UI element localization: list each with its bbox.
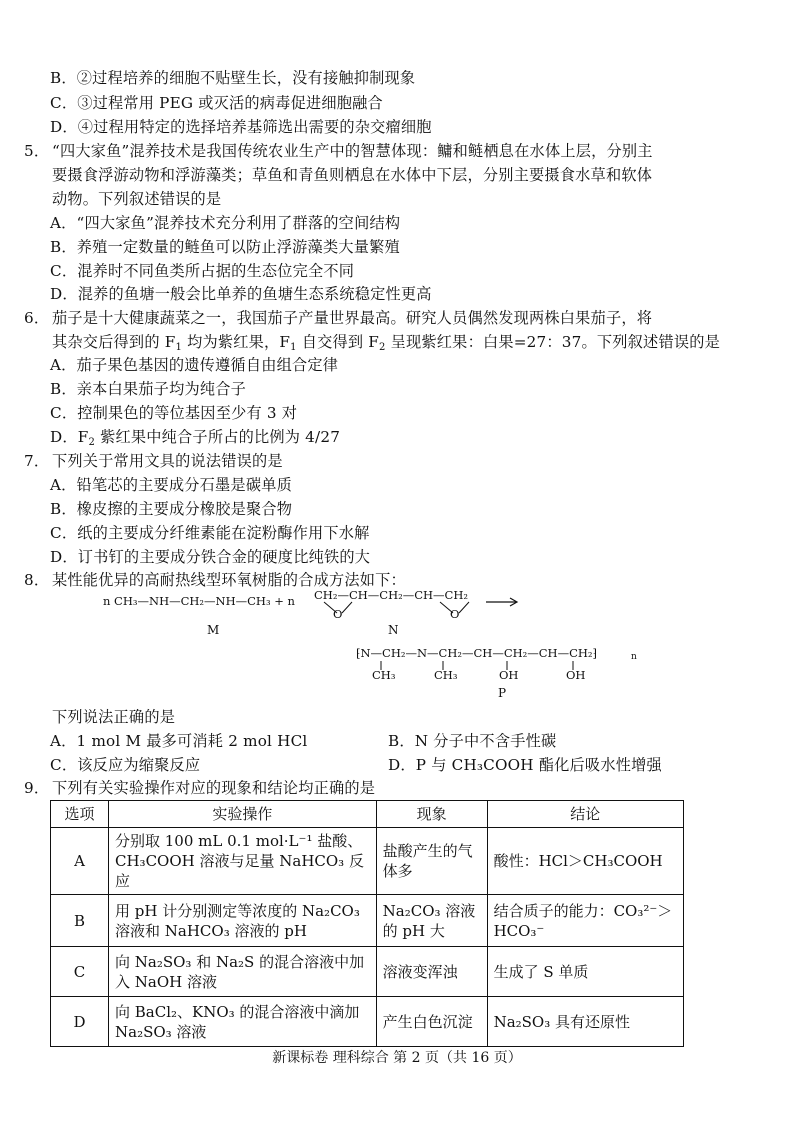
row-operation: 向 BaCl₂、KNO₃ 的混合溶液中滴加 Na₂SO₃ 溶液 [109,997,377,1047]
q6-text-d: 呈现紫红果：白果=27：37。下列叙述错误的是 [385,333,720,351]
page-footer: 新课标卷 理科综合 第 2 页（共 16 页） [272,1050,522,1066]
q7-option-d: D．订书钉的主要成分铁合金的硬度比纯铁的大 [50,548,371,566]
row-conclusion: 结合质子的能力：CO₃²⁻＞HCO₃⁻ [487,895,683,947]
q6-option-d-a: D．F [50,428,89,446]
table-row [51,947,684,997]
question-number: 9． [24,779,50,797]
label-n: N [388,623,399,637]
subscript: 1 [175,342,183,353]
question-number: 6． [24,309,50,327]
subscript: 2 [379,342,386,353]
q6-option-d [50,427,340,453]
epoxide-oxygen-1: O [333,607,343,621]
label-p: P [498,686,507,700]
q5-option-c: C．混养时不同鱼类所占据的生态位完全不同 [50,262,355,280]
product-branch-bonds [370,660,590,672]
question-number: 7． [24,452,50,470]
q8-stem [24,570,406,590]
q6-option-a: A．茄子果色基因的遗传遵循自由组合定律 [50,356,339,374]
q8-option-c: C．该反应为缩聚反应 [50,756,201,774]
q6-stem-line-1 [24,308,652,328]
row-phenomenon: 产生白色沉淀 [376,997,487,1047]
q8-option-d: D．P 与 CH₃COOH 酯化后吸水性增强 [388,756,662,774]
reaction-arrow-icon [484,596,520,608]
label-m: M [207,623,220,637]
header-conclusion: 结论 [487,801,683,828]
row-phenomenon: 盐酸产生的气体多 [376,828,487,895]
row-phenomenon: Na₂CO₃ 溶液的 pH 大 [376,895,487,947]
row-code: D [51,997,109,1047]
q6-option-c: C．控制果色的等位基因至少有 3 对 [50,404,298,422]
experiment-table [50,800,684,1047]
table-row [51,997,684,1047]
row-conclusion: Na₂SO₃ 具有还原性 [487,997,683,1047]
table-row [51,828,684,895]
subscript: 1 [290,342,297,353]
row-operation: 分别取 100 mL 0.1 mol·L⁻¹ 盐酸、CH₃COOH 溶液与足量 NaHCO₃ 反应 [109,828,377,895]
product-oh-2: OH [566,668,586,682]
epoxide-oxygen-2: O [450,607,460,621]
q9-stem-text: 下列有关实验操作对应的现象和结论均正确的是 [52,779,376,797]
header-operation: 实验操作 [109,801,377,828]
table-header-row [51,801,684,828]
product-ch3-1: CH₃ [372,668,396,682]
q7-option-c: C．纸的主要成分纤维素能在淀粉酶作用下水解 [50,524,370,542]
q8-stem-text: 某性能优异的高耐热线型环氧树脂的合成方法如下： [52,571,406,589]
q7-stem-text: 下列关于常用文具的说法错误的是 [52,452,283,470]
q6-stem-text: 茄子是十大健康蔬菜之一，我国茄子产量世界最高。研究人员偶然发现两株白果茄子，将 [52,309,653,327]
header-phenomenon: 现象 [376,801,487,828]
q5-option-d: D．混养的鱼塘一般会比单养的鱼塘生态系统稳定性更高 [50,285,432,303]
q4-option-b: B．②过程培养的细胞不贴壁生长，没有接触抑制现象 [50,69,416,87]
q6-option-b: B．亲本白果茄子均为纯合子 [50,380,247,398]
question-number: 5． [24,142,50,160]
q4-option-d: D．④过程用特定的选择培养基筛选出需要的杂交瘤细胞 [50,118,432,136]
row-code: A [51,828,109,895]
question-number: 8． [24,571,50,589]
q5-stem-line-1 [24,141,653,161]
q6-option-d-b: 紫红果中纯合子所占的比例为 4/27 [95,428,341,446]
row-conclusion: 生成了 S 单质 [487,947,683,997]
q5-stem-line-2: 要摄食浮游动物和浮游藻类；草鱼和青鱼则栖息在水体中下层，分别主要摄食水草和软体 [52,166,653,184]
row-code: C [51,947,109,997]
row-conclusion: 酸性：HCl＞CH₃COOH [487,828,683,895]
reactant-n-formula: CH₂—CH—CH₂—CH—CH₂ [314,588,468,602]
q7-stem [24,451,283,471]
q5-option-b: B．养殖一定数量的鲢鱼可以防止浮游藻类大量繁殖 [50,238,400,256]
q6-text-a: 其杂交后得到的 F [52,333,176,351]
table-row [51,895,684,947]
product-repeat-n: n [631,652,637,662]
product-oh-1: OH [499,668,519,682]
q7-option-b: B．橡皮擦的主要成分橡胶是聚合物 [50,500,293,518]
row-code: B [51,895,109,947]
subscript: 2 [88,437,96,448]
q6-text-c: 自交得到 F [296,333,380,351]
row-phenomenon: 溶液变浑浊 [376,947,487,997]
q7-option-a: A．铅笔芯的主要成分石墨是碳单质 [50,476,292,494]
q4-option-c: C．③过程常用 PEG 或灭活的病毒促进细胞融合 [50,94,383,112]
q8-option-b: B．N 分子中不含手性碳 [388,732,557,750]
q6-text-b: 均为紫红果，F [182,333,291,351]
q5-option-a: A．“四大家鱼”混养技术充分利用了群落的空间结构 [50,214,401,232]
row-operation: 用 pH 计分别测定等浓度的 Na₂CO₃ 溶液和 NaHCO₃ 溶液的 pH [109,895,377,947]
reactant-m-formula: n CH₃—NH—CH₂—NH—CH₃ + n [103,594,295,608]
q5-stem-line-3: 动物。下列叙述错误的是 [52,190,222,208]
header-option: 选项 [51,801,109,828]
q8-question: 下列说法正确的是 [52,708,176,726]
product-formula: ⁅N—CH₂—N—CH₂—CH—CH₂—CH—CH₂⁆ [356,646,598,660]
q8-option-a: A．1 mol M 最多可消耗 2 mol HCl [50,732,308,750]
row-operation: 向 Na₂SO₃ 和 Na₂S 的混合溶液中加入 NaOH 溶液 [109,947,377,997]
product-ch3-2: CH₃ [434,668,458,682]
q9-stem [24,778,375,798]
q5-stem-text: “四大家鱼”混养技术是我国传统农业生产中的智慧体现：鳙和鲢栖息在水体上层，分别主 [52,142,653,160]
